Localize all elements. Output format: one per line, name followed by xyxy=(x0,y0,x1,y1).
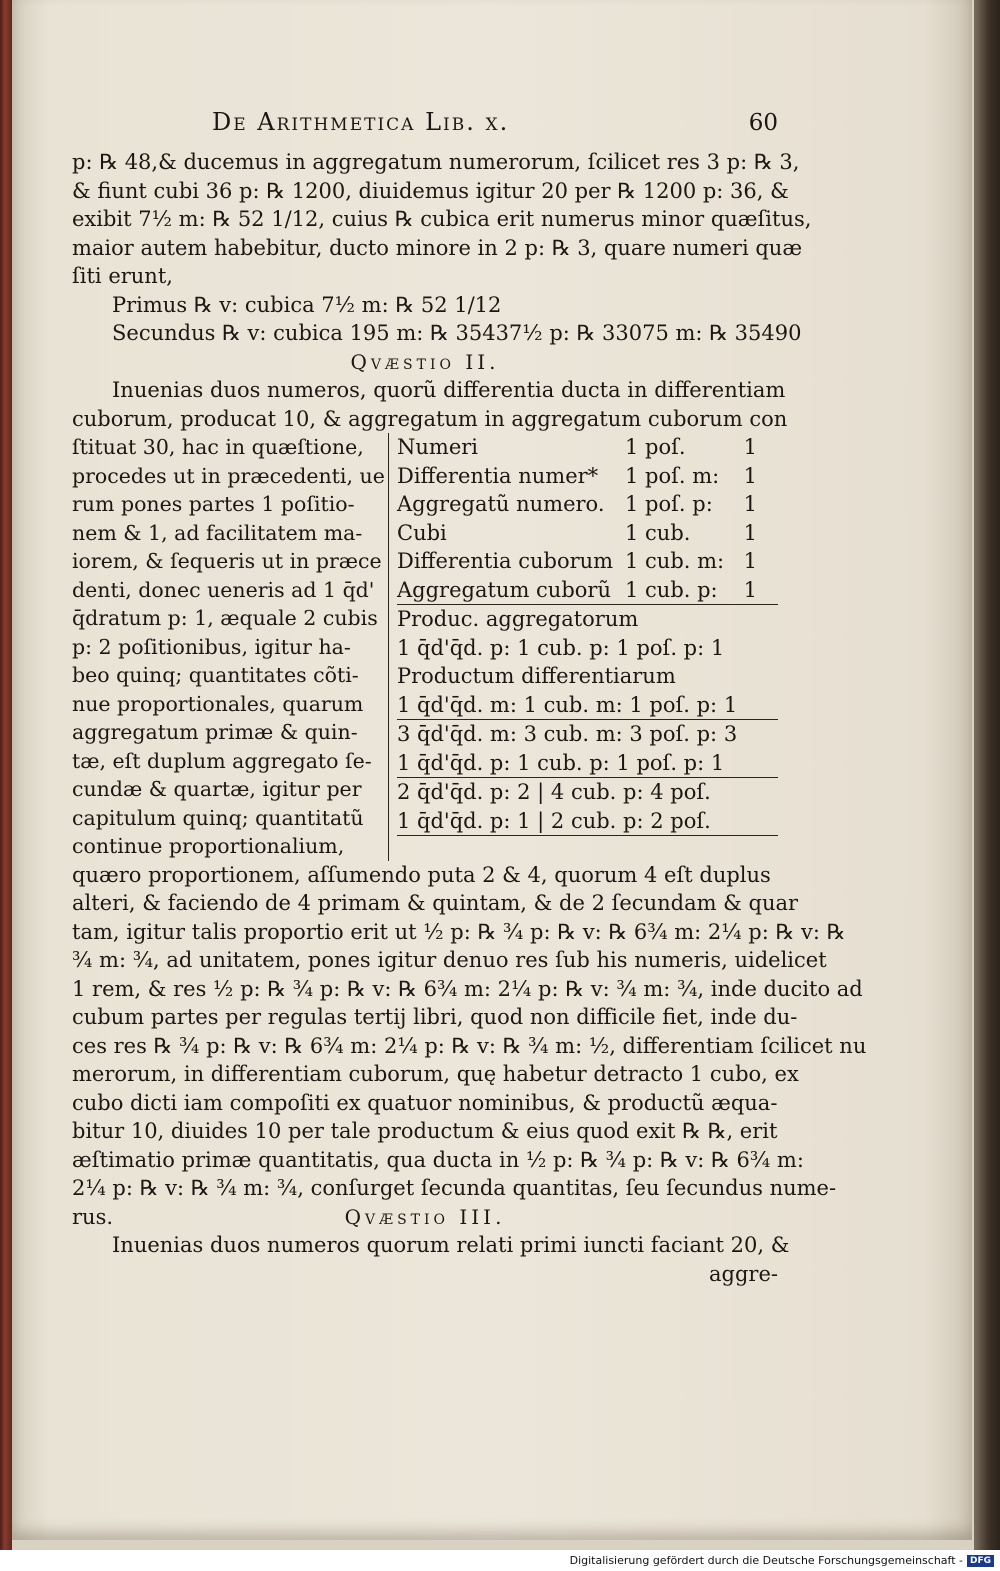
digitization-footer xyxy=(0,1550,1000,1571)
text-line: tam, igitur talis proportio erit ut ½ p: ℞ ¾ p: ℞ v: ℞ 6¾ m: 2¼ p: ℞ v: ℞ xyxy=(72,919,846,944)
product-line: Produc. aggregatorum xyxy=(397,607,639,631)
product-line: 1 q̄d'q̄d. p: 1 | 2 cub. p: 2 poſ. xyxy=(397,807,778,837)
row-value: 1 xyxy=(743,577,757,602)
text-line: ces res ℞ ¾ p: ℞ v: ℞ 6¾ m: 2¼ p: ℞ v: ℞ ¾ m: ½, differentiam ſcilicet nu xyxy=(72,1033,867,1058)
text-line: maior autem habebitur, ducto minore in 2 p: ℞ 3, quare numeri quæ xyxy=(72,235,803,260)
row-label: Differentia numer* xyxy=(397,463,599,488)
secundus-line: Secundus ℞ v: cubica 195 m: ℞ 35437½ p: ℞ 33075 m: ℞ 35490 xyxy=(112,321,802,345)
text-line: p: 2 poſitionibus, igitur ha- xyxy=(72,634,351,659)
text-line: cubum partes per regulas tertij libri, quod non difficile fiet, inde du- xyxy=(72,1005,798,1029)
folio-number: 60 xyxy=(748,110,778,136)
binding-edge-left xyxy=(0,0,12,1550)
dfg-logo-icon: DFG xyxy=(967,1555,994,1567)
row-label: Numeri xyxy=(397,435,478,459)
table-row xyxy=(397,576,778,606)
text-line: aggregatum primæ & quin- xyxy=(72,720,358,744)
text-line: p: ℞ 48,& ducemus in aggregatum numerorum, ſcilicet res 3 p: ℞ 3, xyxy=(72,150,800,174)
book-page xyxy=(12,0,972,1540)
product-line: 2 q̄d'q̄d. p: 2 | 4 cub. p: 4 poſ. xyxy=(397,780,711,804)
product-line: 1 q̄d'q̄d. p: 1 cub. p: 1 poſ. p: 1 xyxy=(397,635,725,660)
row-value: 1 xyxy=(743,520,757,545)
row-label: Aggregatũ numero. xyxy=(397,492,605,516)
text-line: merorum, in differentiam cuborum, quę habetur detracto 1 cubo, ex xyxy=(72,1062,799,1086)
table-row xyxy=(397,462,778,491)
text-line: cubo dicti iam compoſiti ex quatuor nominibus, & productũ æqua- xyxy=(72,1090,778,1115)
page-text xyxy=(72,108,867,1288)
text-line: bitur 10, diuides 10 per tale productum & eius quod exit ℞ ℞, erit xyxy=(72,1119,778,1143)
row-expression: 1 cub. xyxy=(625,520,691,545)
row-label: Cubi xyxy=(397,520,447,545)
running-head-title: De Arithmetica Lib. x. xyxy=(212,108,510,136)
text-line: æſtimatio primæ quantitatis, qua ducta in ½ p: ℞ ¾ p: ℞ v: ℞ 6¾ m: xyxy=(72,1147,804,1172)
quaestio-2-heading: Qvæstio II. xyxy=(350,349,500,374)
row-expression: 1 poſ. m: xyxy=(625,463,720,488)
text-line: Inuenias duos numeros, quorũ differentia ducta in differentiam xyxy=(112,378,786,402)
text-line: cuborum, producat 10, & aggregatum in aggregatum cuborum con xyxy=(72,406,788,431)
row-label: Differentia cuborum xyxy=(397,549,614,573)
text-line: alteri, & faciendo de 4 primam & quintam, & de 2 ſecundam & quar xyxy=(72,891,799,915)
text-line: 2¼ p: ℞ v: ℞ ¾ m: ¾, conſurget ſecunda quantitas, ſeu ſecundus nume- xyxy=(72,1176,837,1200)
running-head xyxy=(72,108,778,148)
table-row xyxy=(397,519,778,548)
product-line: 1 q̄d'q̄d. m: 1 cub. m: 1 poſ. p: 1 xyxy=(397,691,778,721)
text-line: & fiunt cubi 36 p: ℞ 1200, diuidemus igitur 20 per ℞ 1200 p: 36, & xyxy=(72,178,789,203)
text-line: tæ, eſt duplum aggregato ſe- xyxy=(72,748,372,773)
row-expression: 1 cub. p: xyxy=(625,577,718,602)
text-line: iorem, & ſequeris ut in præce xyxy=(72,549,382,573)
text-line: continue proportionalium, xyxy=(72,834,345,858)
catchword: aggre- xyxy=(709,1261,778,1286)
primus-line: Primus ℞ v: cubica 7½ m: ℞ 52 1/12 xyxy=(112,292,502,317)
text-line: nem & 1, ad facilitatem ma- xyxy=(72,520,363,545)
row-expression: 1 poſ. p: xyxy=(625,492,713,516)
binding-edge-right xyxy=(974,0,1000,1550)
intro-paragraph xyxy=(72,148,812,348)
text-line: Inuenias duos numeros quorum relati primi iuncti faciant 20, & xyxy=(112,1233,790,1257)
quaestio-2-continuation xyxy=(72,861,867,1203)
row-expression: 1 cub. m: xyxy=(625,549,725,573)
heading-row-3 xyxy=(72,1203,778,1232)
left-text-column xyxy=(72,433,388,861)
text-line: ſiti erunt, xyxy=(72,264,173,288)
table-row xyxy=(397,547,778,576)
text-line: ¾ m: ¾, ad unitatem, pones igitur denuo res ſub his numeris, uidelicet xyxy=(72,948,827,972)
text-line: rum pones partes 1 poſitio- xyxy=(72,492,355,516)
row-value: 1 xyxy=(743,463,757,488)
text-line: capitulum quinq; quantitatũ xyxy=(72,805,364,830)
row-label: Aggregatum cuborũ xyxy=(397,577,611,602)
text-line: cundæ & quartæ, igitur per xyxy=(72,777,362,801)
quaestio-3-heading: Qvæstio III. xyxy=(344,1204,506,1229)
text-line: exibit 7½ m: ℞ 52 1/12, cuius ℞ cubica erit numerus minor quæſitus, xyxy=(72,207,812,231)
text-line: beo quinq; quantitates cõti- xyxy=(72,663,359,687)
quaestio-2-intro xyxy=(72,376,788,433)
row-value: 1 xyxy=(743,492,757,516)
text-line: nue proportionales, quarum xyxy=(72,691,364,716)
text-line: ſtituat 30, hac in quæſtione, xyxy=(72,435,364,459)
row-expression: 1 poſ. xyxy=(625,435,686,459)
text-line: q̄dratum p: 1, æquale 2 cubis xyxy=(72,606,378,630)
text-line: 1 rem, & res ½ p: ℞ ¾ p: ℞ v: ℞ 6¾ m: 2¼ p: ℞ v: ¾ m: ¾, inde ducito ad xyxy=(72,976,863,1001)
table-row xyxy=(397,433,778,462)
product-line: 1 q̄d'q̄d. p: 1 cub. p: 1 poſ. p: 1 xyxy=(397,749,778,779)
footer-credit: Digitalisierung gefördert durch die Deutsche Forschungsgemeinschaft - xyxy=(569,1554,963,1567)
row-value: 1 xyxy=(743,435,757,459)
calculation-table xyxy=(388,433,778,861)
row-value: 1 xyxy=(743,549,757,573)
quaestio-3-intro xyxy=(72,1231,790,1288)
split-section xyxy=(72,433,778,861)
text-line: denti, donec ueneris ad 1 q̄d' xyxy=(72,577,375,602)
text-line: procedes ut in præcedenti, ue xyxy=(72,463,385,488)
text-line: quæro proportionem, aſſumendo puta 2 & 4, quorum 4 eſt duplus xyxy=(72,862,771,887)
text-line: rus. xyxy=(72,1204,114,1229)
table-row xyxy=(397,490,778,519)
product-line: 3 q̄d'q̄d. m: 3 cub. m: 3 poſ. p: 3 xyxy=(397,722,738,746)
product-line: Productum differentiarum xyxy=(397,664,676,688)
